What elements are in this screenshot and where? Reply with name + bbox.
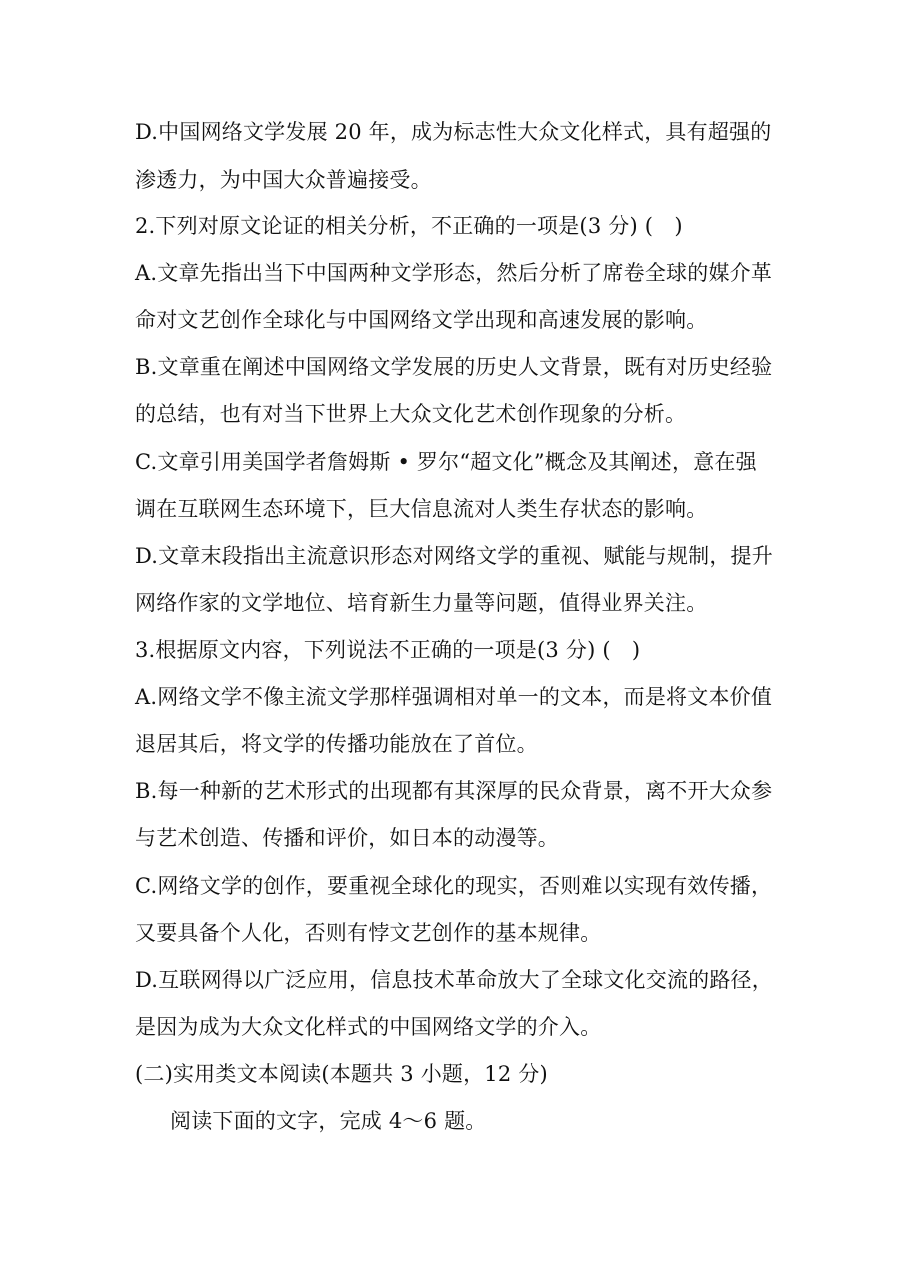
option-d-q3-line1: D.互联网得以广泛应用，信息技术革命放大了全球文化交流的路径， — [135, 968, 773, 992]
option-b-q2-line2: 的总结，也有对当下世界上大众文化艺术创作现象的分析。 — [135, 402, 687, 426]
option-b-q3-line2: 与艺术创造、传播和评价，如日本的动漫等。 — [135, 826, 559, 850]
question-2-stem: 2.下列对原文论证的相关分析，不正确的一项是(3 分) ( ) — [135, 214, 683, 238]
option-a-q2-line1: A.文章先指出当下中国两种文学形态，然后分析了席卷全球的媒介革 — [135, 261, 773, 285]
option-c-q2-line1: C.文章引用美国学者詹姆斯 • 罗尔“超文化”概念及其阐述，意在强 — [135, 450, 757, 474]
option-a-q2-line2: 命对文艺创作全球化与中国网络文学出现和高速发展的影响。 — [135, 308, 708, 332]
option-b-q2-line1: B.文章重在阐述中国网络文学发展的历史人文背景，既有对历史经验 — [135, 355, 773, 379]
option-d-q1-line2: 渗透力，为中国大众普遍接受。 — [135, 168, 432, 192]
option-d-q1-line1: D.中国网络文学发展 20 年，成为标志性大众文化样式，具有超强的 — [135, 120, 772, 144]
section-heading: (二)实用类文本阅读(本题共 3 小题，12 分) — [135, 1062, 548, 1086]
option-c-q3-line2: 又要具备个人化，否则有悖文艺创作的基本规律。 — [135, 921, 602, 945]
option-c-q3-line1: C.网络文学的创作，要重视全球化的现实，否则难以实现有效传播， — [135, 874, 773, 898]
option-d-q2-line2: 网络作家的文学地位、培育新生力量等问题，值得业界关注。 — [135, 591, 708, 615]
question-3-stem: 3.根据原文内容，下列说法不正确的一项是(3 分) ( ) — [135, 638, 641, 662]
option-a-q3-line2: 退居其后，将文学的传播功能放在了首位。 — [135, 732, 538, 756]
option-d-q2-line1: D.文章末段指出主流意识形态对网络文学的重视、赋能与规制，提升 — [135, 544, 773, 568]
option-c-q2-line2: 调在互联网生态环境下，巨大信息流对人类生存状态的影响。 — [135, 497, 708, 521]
option-d-q3-line2: 是因为成为大众文化样式的中国网络文学的介入。 — [135, 1015, 602, 1039]
option-b-q3-line1: B.每一种新的艺术形式的出现都有其深厚的民众背景，离不开大众参 — [135, 779, 773, 803]
reading-instruction: 阅读下面的文字，完成 4～6 题。 — [170, 1109, 487, 1133]
option-a-q3-line1: A.网络文学不像主流文学那样强调相对单一的文本，而是将文本价值 — [135, 685, 773, 709]
